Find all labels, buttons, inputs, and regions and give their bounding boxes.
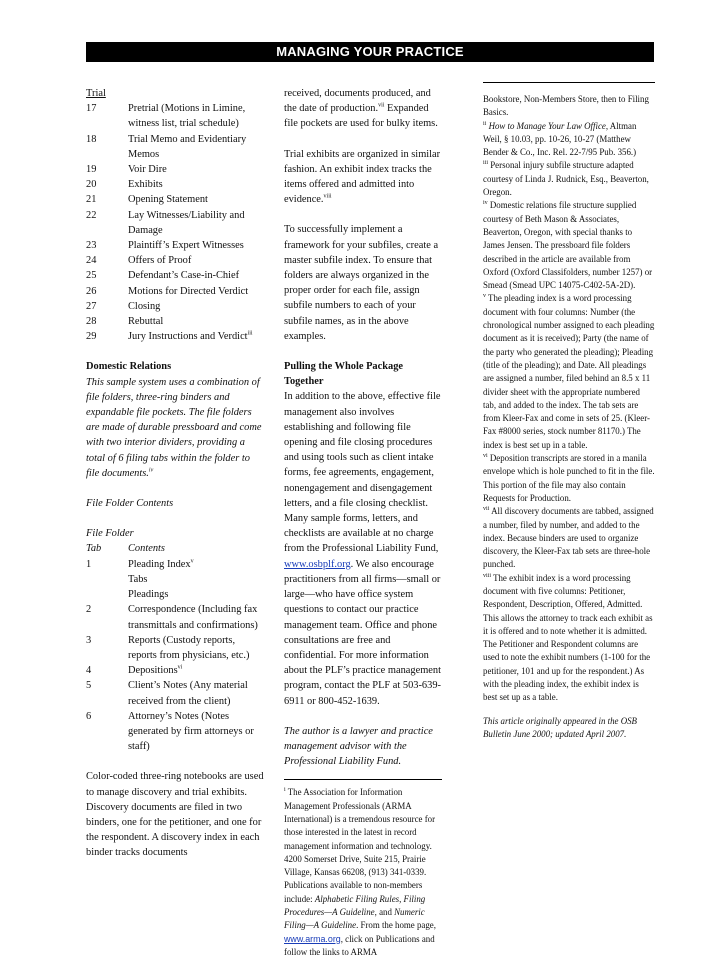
footnote-i-continued: Bookstore, Non-Members Store, then to Filing Basics. [483,94,649,118]
tab-number: 5 [86,680,92,692]
subfile-label: Opening Statement [128,194,208,206]
section-heading-pulling-together: Pulling the Whole Package Together [284,361,404,388]
trial-subfile-item [86,238,264,253]
file-folder-tab-item [86,602,264,632]
subfile-number: 22 [86,209,97,221]
trial-subfile-list [86,101,264,344]
tab-contents: Depositions$^{vi}$ [128,664,183,677]
subfile-label: Plaintiff’s Expert Witnesses [128,240,244,252]
trial-subfile-item [86,268,264,283]
subfile-label: Exhibits [128,179,163,191]
subfile-label: Pretrial (Motions in Limine, witness list, trial schedule) [128,103,246,130]
subfile-label: Offers of Proof [128,255,192,267]
footnote-v: $^v$ The pleading index is a word processing document with four columns: Number (the chronological number assigned to each pleading document as it is received); Party (the name of the party who generated the pleading); Pleading (title of the pleading); and Date. All pleadings are assigned a number, filed behind an 8.5 x 11 divider sheet with the appropriate numbered tab, and added to the index. The tab sets are from Kleer-Fax and come in sets of 25. (Kleer-Fax #8000 series, stock number 81170.) The index is best set up in a table. [483,293,655,450]
trial-subfile-item [86,253,264,268]
subfile-label: Rebuttal [128,316,164,328]
footnote-vii: $^{vii}$ All discovery documents are tabbed, assigned a number, filed by number, and added to the index. Because binders are used to organize discovery, the Kleer-Fax tab sets are three-hole punched. [483,506,654,570]
file-folder-tab-item [86,557,264,603]
subfile-number: 26 [86,285,97,297]
footnote-ii: $^{ii}$ How to Manage Your Law Office, Altman Weil, § 10.03, pp. 10-26, 10-27 (Matthew Bender & Co., Inc. Rel. 22-7/95 Pub. 356.) [483,120,637,158]
domestic-relations-heading: Domestic Relations [86,361,172,373]
subfile-number: 23 [86,240,97,252]
subfile-number: 24 [86,255,97,267]
tab-contents: Correspondence (Including fax transmittals and confirmations) [128,604,258,631]
file-folder-tab-item [86,678,264,708]
section-header-bar [86,42,654,62]
file-folder-table-header: File Folder [86,528,134,540]
file-folder-contents-list [86,557,264,755]
subfile-number: 25 [86,270,97,282]
trial-subfile-item [86,284,264,299]
paragraph-discovery-continued: received, documents produced, and the date of production.$^{vii}$ Expanded file pockets are used for bulky items. [284,88,438,130]
tab-number: 3 [86,634,92,646]
subfile-number: 17 [86,103,97,115]
footnote-iv: $^{iv}$ Domestic relations file structure supplied courtesy of Beth Mason & Associates, Beaverton, Oregon, with special thanks to James Jensen. The pressboard file folders described in the article are available from Oxford (Oxford Classifolders, number 1257) or Smead (Smead UPC 14075-C402-5A-2D). [483,200,653,291]
subfile-label: Lay Witnesses/Liability and Damage [128,209,245,236]
file-folder-tab-item [86,633,264,663]
trial-subfile-item [86,162,264,177]
trial-subfile-item [86,132,264,162]
subfile-label: Motions for Directed Verdict [128,285,249,297]
subfile-label: Voir Dire [128,164,167,176]
tab-number: 1 [86,558,92,570]
footnote-top-rule [483,82,655,83]
trial-subfile-item [86,208,264,238]
subfile-number: 21 [86,194,97,206]
subfile-label: Trial Memo and Evidentiary Memos [128,133,247,160]
arma-link[interactable]: www.arma.org [284,933,341,944]
file-folder-contents-title: File Folder Contents [86,498,174,510]
paragraph-master-index: To successfully implement a framework for your subfiles, create a master subfile index. To ensure that folders are always organized in the proper order for each file, assign subfile numbers to each of your subfile names, as in the above examples. [284,224,439,342]
subfile-number: 18 [86,133,97,145]
tab-number: 2 [86,604,92,616]
trial-subfile-item [86,101,264,131]
file-folder-tab-item [86,709,264,755]
trial-subfile-item [86,299,264,314]
file-folder-table-subheader: Tab Contents [86,543,165,555]
tab-contents: Client’s Notes (Any material received from the client) [128,680,248,707]
subfile-number: 29 [86,331,97,343]
footnote-divider [284,779,442,780]
trial-subfile-item [86,329,264,344]
trial-subfile-item [86,192,264,207]
subfile-number: 19 [86,164,97,176]
tab-number: 6 [86,710,92,722]
column-right-footnotes [483,86,655,741]
trial-subfile-item [86,177,264,192]
footnote-iii: $^{iii}$ Personal injury subfile structure adapted courtesy of Linda J. Rudnick, Esq., Beaverton, Oregon. [483,160,649,198]
subfile-label: Closing [128,300,161,312]
footnote-vi: $^{vi}$ Deposition transcripts are stored in a manila envelope which is hole punched to fit in the file. This portion of the file may also contain Requests for Production. [483,453,655,503]
column-left [86,86,264,861]
tab-number: 4 [86,665,92,677]
trial-heading: Trial [86,88,106,99]
footnote-viii: $^{viii}$ The exhibit index is a word processing document with five columns: Petitioner, Respondent, Description, Offered, Admitted. This allows the attorney to track each exhibit as it is offered and to note whether it is admitted. The Petitioner and Respondent columns are used to note the exhibit numbers (1-100 for the petitioner, 101 and up for the respondent.) As with the pleading index, the exhibit index is best set up as a table. [483,572,653,703]
paragraph-file-management: In addition to the above, effective file management also involves establishing and following file opening and file closing procedures and using tools such as client intake forms, fee agreements, engagement, nonengagement and disengagement letters, and a file closing checklist. Many sample forms, letters, and checklists are available at no charge from the Professional Liability Fund, www.osbplf.org. We also encourage practitioners from all firms—small or large—who have office system questions to contact our practice management team. Office and phone consultations are free and confidential. For more information about the PLF’s practice management program, contact the PLF at 503-639-6911 or 800-452-1639. [284,391,441,707]
subfile-label: Jury Instructions and Verdict$^{iii}$ [128,330,253,343]
subfile-number: 28 [86,316,97,328]
subfile-number: 20 [86,179,97,191]
footnote-ref-iv: iv [148,467,154,474]
trial-subfile-item [86,314,264,329]
file-folder-tab-item [86,663,264,678]
author-note: The author is a lawyer and practice management advisor with the Professional Liability Fund. [284,725,433,768]
footnote-i: $^i$ The Association for Information Management Professionals (ARMA International) is a tremendous resource for those interested in the latest in record management information and technology. 4200 Somerset Drive, Suite 215, Prairie Village, Kansas 66208, (913) 341-0339. Publications available to non-members include: Alphabetic Filing Rules, Filing Procedures—A Guideline, and Numeric Filing—A Guideline. From the home page, www.arma.org, click on Publications and follow the links to ARMA [284,787,436,957]
paragraph-trial-exhibits: Trial exhibits are organized in similar fashion. An exhibit index tracks the items offered and admitted into evidence.$^{viii}$ [284,148,441,206]
osbplf-link[interactable]: www.osbplf.org [284,558,351,570]
notebooks-paragraph: Color-coded three-ring notebooks are used to manage discovery and trial exhibits. Discovery documents are filed in two binders, one for the petitioner, and one for the respondent. A discovery index in each binder tracks documents [86,771,264,859]
domestic-relations-text: This sample system uses a combination of file folders, three-ring binders and expandable file pockets. The file folders are made of durable pressboard and come with two interior dividers, providing a total of 6 filing tabs within the folder to file documents.$^{iv}$ [86,376,262,479]
tab-contents: Attorney’s Notes (Notes generated by firm attorneys or staff) [128,710,254,753]
subfile-number: 27 [86,300,97,312]
column-middle [284,86,444,959]
original-publication-note: This article originally appeared in the OSB Bulletin June 2000; updated April 2007. [483,715,637,739]
tab-contents: Pleading Index$^v$ Tabs Pleadings [128,558,194,601]
section-title: MANAGING YOUR PRACTICE [276,44,464,59]
tab-contents: Reports (Custody reports, reports from physicians, etc.) [128,634,250,661]
subfile-label: Defendant’s Case-in-Chief [128,270,240,282]
